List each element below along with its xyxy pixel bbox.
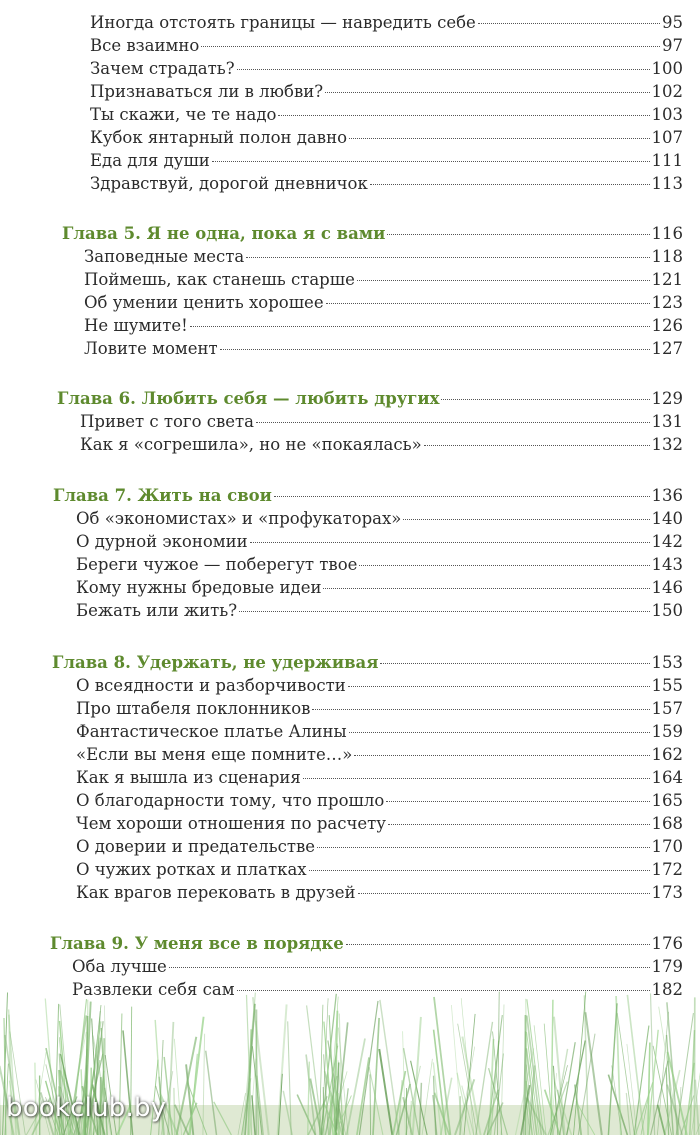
page-number: 126 <box>651 316 683 335</box>
page-number: 170 <box>651 837 683 856</box>
entry-title: Как я вышла из сценария <box>76 768 301 787</box>
toc-chapter-row <box>57 388 683 410</box>
entry-title: Об «экономистах» и «профукаторах» <box>76 509 402 528</box>
dot-leader <box>370 184 650 185</box>
entry-title: Кубок янтарный полон давно <box>90 128 348 147</box>
dot-leader <box>246 257 649 258</box>
toc-entry-row <box>84 269 683 291</box>
toc-entry-row <box>76 721 683 743</box>
dot-leader <box>312 709 649 710</box>
toc-entry-row <box>76 813 683 835</box>
entry-title: Фантастическое платье Алины <box>76 722 347 741</box>
entry-title: Зачем страдать? <box>90 59 235 78</box>
entry-title: Как врагов перековать в друзей <box>76 883 356 902</box>
page-number: 150 <box>651 601 683 620</box>
dot-leader <box>380 663 649 664</box>
toc-chapter-row <box>50 933 683 955</box>
page-number: 113 <box>651 174 683 193</box>
entry-title: Об умении ценить хорошее <box>84 293 324 312</box>
toc-entry-row <box>76 577 683 599</box>
page-number: 129 <box>651 389 683 408</box>
watermark: bookclub.by <box>6 1093 167 1123</box>
entry-title: Поймешь, как станешь старше <box>84 270 355 289</box>
entry-title: О доверии и предательстве <box>76 837 316 856</box>
dot-leader <box>325 92 649 93</box>
page-number: 155 <box>651 676 683 695</box>
page-number: 140 <box>651 509 683 528</box>
chapter-title: Глава 7. Жить на свои <box>53 486 272 505</box>
dot-leader <box>403 519 649 520</box>
entry-title: Здравствуй, дорогой дневничок <box>90 174 368 193</box>
entry-title: Привет с того света <box>80 412 255 431</box>
page-number: 162 <box>651 745 683 764</box>
entry-title: Про штабеля поклонников <box>76 699 311 718</box>
toc-entry-row <box>76 531 683 553</box>
chapter-title: Глава 5. Я не одна, пока я с вами <box>62 224 386 243</box>
page-number: 107 <box>651 128 683 147</box>
toc-entry-row <box>84 246 683 268</box>
dot-leader <box>278 115 649 116</box>
page-number: 182 <box>651 980 683 999</box>
page-number: 103 <box>651 105 683 124</box>
page-number: 159 <box>651 722 683 741</box>
toc-entry-row <box>90 81 683 103</box>
page-number: 142 <box>651 532 683 551</box>
toc-entry-row <box>80 434 683 456</box>
entry-title: Чем хороши отношения по расчету <box>76 814 386 833</box>
toc-entry-row <box>76 744 683 766</box>
dot-leader <box>346 944 650 945</box>
dot-leader <box>220 349 650 350</box>
page-number: 127 <box>651 339 683 358</box>
page-number: 95 <box>662 13 683 32</box>
page-number: 146 <box>651 578 683 597</box>
dot-leader <box>358 893 650 894</box>
dot-leader <box>478 23 660 24</box>
entry-title: Не шумите! <box>84 316 188 335</box>
entry-title: Ты скажи, че те надо <box>90 105 277 124</box>
page-number: 121 <box>651 270 683 289</box>
dot-leader <box>348 686 650 687</box>
page-number: 136 <box>651 486 683 505</box>
entry-title: Заповедные места <box>84 247 245 266</box>
entry-title: О благодарности тому, что прошло <box>76 791 385 810</box>
page-number: 179 <box>651 957 683 976</box>
dot-leader <box>212 161 650 162</box>
chapter-title: Глава 6. Любить себя — любить других <box>57 389 440 408</box>
page-number: 102 <box>651 82 683 101</box>
entry-title: Ловите момент <box>84 339 218 358</box>
entry-title: Иногда отстоять границы — навредить себе <box>90 13 476 32</box>
entry-title: Развлеки себя сам <box>72 980 235 999</box>
dot-leader <box>274 496 650 497</box>
chapter-title: Глава 9. У меня все в порядке <box>50 934 344 953</box>
toc-entry-row <box>84 315 683 337</box>
page-number: 153 <box>651 653 683 672</box>
page-number: 157 <box>651 699 683 718</box>
toc-entry-row <box>90 150 683 172</box>
page-number: 173 <box>651 883 683 902</box>
toc-entry-row <box>76 836 683 858</box>
dot-leader <box>388 824 650 825</box>
dot-leader <box>349 138 649 139</box>
toc-entry-row <box>84 338 683 360</box>
toc-entry-row <box>76 508 683 530</box>
toc-entry-row <box>90 104 683 126</box>
toc-chapter-row <box>62 223 683 245</box>
dot-leader <box>239 611 649 612</box>
dot-leader <box>386 801 649 802</box>
toc-entry-row <box>76 675 683 697</box>
toc-chapter-row <box>53 485 683 507</box>
toc-entry-row <box>76 600 683 622</box>
entry-title: Бежать или жить? <box>76 601 238 620</box>
dot-leader <box>424 445 650 446</box>
dot-leader <box>190 326 650 327</box>
entry-title: Оба лучше <box>72 957 167 976</box>
entry-title: Кому нужны бредовые идеи <box>76 578 322 597</box>
entry-title: О чужих ротках и платках <box>76 860 307 879</box>
dot-leader <box>250 542 650 543</box>
page-number: 143 <box>651 555 683 574</box>
dot-leader <box>256 422 649 423</box>
entry-title: Признаваться ли в любви? <box>90 82 324 101</box>
toc-entry-row <box>80 411 683 433</box>
dot-leader <box>323 588 649 589</box>
dot-leader <box>237 69 650 70</box>
toc-entry-row <box>90 173 683 195</box>
toc-entry-row <box>76 767 683 789</box>
page-number: 168 <box>651 814 683 833</box>
dot-leader <box>303 778 650 779</box>
toc-entry-row <box>76 554 683 576</box>
page-number: 97 <box>662 36 683 55</box>
entry-title: Как я «согрешила», но не «покаялась» <box>80 435 422 454</box>
dot-leader <box>359 565 649 566</box>
dot-leader <box>354 755 649 756</box>
toc-entry-row <box>76 882 683 904</box>
toc-entry-row <box>90 127 683 149</box>
page-number: 172 <box>651 860 683 879</box>
entry-title: Еда для души <box>90 151 210 170</box>
toc-entry-row <box>90 58 683 80</box>
page-number: 118 <box>651 247 683 266</box>
toc-entry-row <box>72 956 683 978</box>
entry-title: О всеядности и разборчивости <box>76 676 346 695</box>
page-number: 132 <box>651 435 683 454</box>
chapter-title: Глава 8. Удержать, не удерживая <box>52 653 379 672</box>
page-number: 176 <box>651 934 683 953</box>
dot-leader <box>441 399 649 400</box>
dot-leader <box>309 870 650 871</box>
page-number: 131 <box>651 412 683 431</box>
toc-entry-row <box>90 12 683 34</box>
toc-entry-row <box>84 292 683 314</box>
page-number: 164 <box>651 768 683 787</box>
dot-leader <box>317 847 649 848</box>
toc-entry-row <box>76 790 683 812</box>
page-number: 116 <box>651 224 683 243</box>
page-number: 165 <box>651 791 683 810</box>
entry-title: Все взаимно <box>90 36 200 55</box>
toc-entry-row <box>90 35 683 57</box>
page-number: 123 <box>651 293 683 312</box>
toc-chapter-row <box>52 652 683 674</box>
dot-leader <box>349 732 650 733</box>
page-number: 111 <box>651 151 683 170</box>
toc-entry-row <box>76 698 683 720</box>
dot-leader <box>357 280 650 281</box>
dot-leader <box>201 46 660 47</box>
entry-title: «Если вы меня еще помните…» <box>76 745 353 764</box>
dot-leader <box>169 967 650 968</box>
entry-title: О дурной экономии <box>76 532 248 551</box>
page-number: 100 <box>651 59 683 78</box>
entry-title: Береги чужое — поберегут твое <box>76 555 358 574</box>
dot-leader <box>326 303 650 304</box>
dot-leader <box>387 234 649 235</box>
toc-entry-row <box>76 859 683 881</box>
